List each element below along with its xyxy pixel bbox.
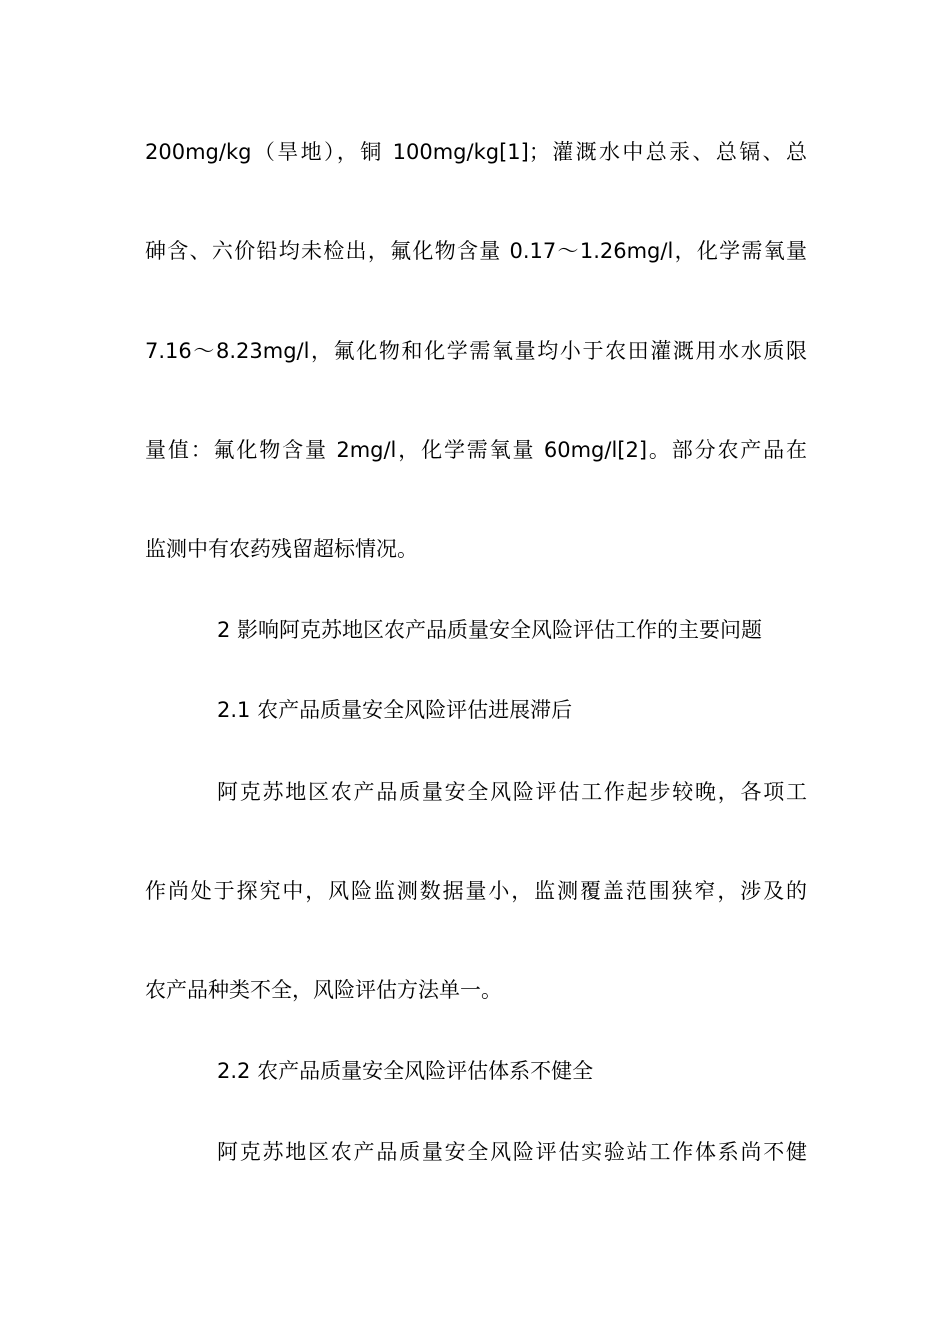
paragraph-line: 200mg/kg（旱地），铜 100mg/kg[1]；灌溉水中总汞、总镉、总 bbox=[145, 140, 807, 164]
paragraph-line: 阿克苏地区农产品质量安全风险评估实验站工作体系尚不健 bbox=[217, 1140, 807, 1164]
paragraph-line: 砷含、六价铅均未检出，氟化物含量 0.17～1.26mg/l，化学需氧量 bbox=[145, 239, 807, 263]
paragraph-line: 作尚处于探究中，风险监测数据量小，监测覆盖范围狭窄，涉及的 bbox=[145, 879, 807, 903]
paragraph-line: 农产品种类不全，风险评估方法单一。 bbox=[145, 978, 502, 1002]
subsection-heading: 2.2 农产品质量安全风险评估体系不健全 bbox=[217, 1059, 594, 1083]
paragraph-line: 阿克苏地区农产品质量安全风险评估工作起步较晚，各项工 bbox=[217, 780, 807, 804]
section-heading: 2 影响阿克苏地区农产品质量安全风险评估工作的主要问题 bbox=[217, 618, 763, 642]
subsection-heading: 2.1 农产品质量安全风险评估进展滞后 bbox=[217, 698, 573, 722]
paragraph-line: 7.16～8.23mg/l，氟化物和化学需氧量均小于农田灌溉用水水质限 bbox=[145, 339, 807, 363]
paragraph-line: 监测中有农药残留超标情况。 bbox=[145, 537, 418, 561]
paragraph-line: 量值：氟化物含量 2mg/l，化学需氧量 60mg/l[2]。部分农产品在 bbox=[145, 438, 807, 462]
